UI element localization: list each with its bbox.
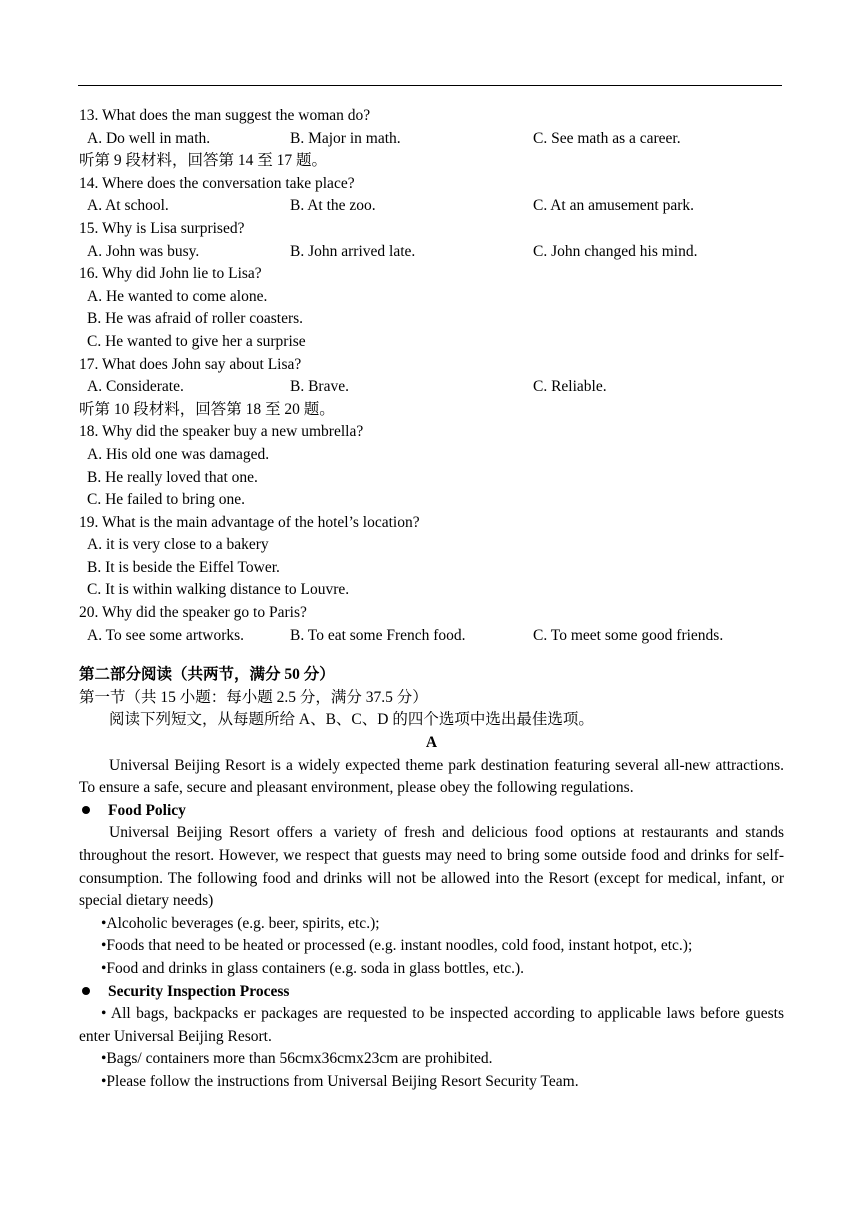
food-item: •Food and drinks in glass containers (e.g. soda in glass bottles, etc.).: [101, 959, 524, 977]
security-item: •Bags/ containers more than 56cmx36cmx23cm are prohibited.: [101, 1050, 493, 1068]
option-c: C. It is within walking distance to Louvre.: [87, 581, 350, 599]
option-c: C. At an amusement park.: [533, 197, 694, 215]
part-title: 第二部分阅读（共两节，满分 50 分）: [79, 666, 335, 684]
security-body: • All bags, backpacks er packages are requested to be inspected according to applicable laws before guests enter Universal Beijing Resort.: [79, 1005, 784, 1045]
question-20: 20. Why did the speaker go to Paris?: [79, 604, 307, 622]
food-policy-body: Universal Beijing Resort offers a variety of fresh and delicious food options at restaurants and stands throughout the resort. However, we respect that guests may need to bring some outside food and drinks for self-consumption. The following food and drinks will not be allowed into the Resort (except for medical, infant, or special dietary needs): [79, 824, 784, 910]
question-14: 14. Where does the conversation take place?: [79, 174, 355, 192]
section-instruction-10: 听第 10 段材料，回答第 18 至 20 题。: [79, 400, 335, 418]
option-a: A. To see some artworks.: [87, 626, 245, 644]
reading-instruction: 阅读下列短文，从每题所给 A、B、C、D 的四个选项中选出最佳选项。: [109, 711, 594, 729]
food-item: •Alcoholic beverages (e.g. beer, spirits, etc.);: [101, 914, 380, 932]
option-b: B. To eat some French food.: [290, 626, 466, 644]
options-20: [79, 625, 784, 648]
option-a: A. His old one was damaged.: [87, 445, 270, 463]
option-b: B. John arrived late.: [290, 242, 416, 260]
bullet-icon: [82, 987, 90, 995]
option-b: B. Major in math.: [290, 129, 401, 147]
option-a: A. Do well in math.: [87, 129, 211, 147]
security-title: Security Inspection Process: [108, 982, 290, 1000]
option-c: C. See math as a career.: [533, 129, 681, 147]
option-a: A. John was busy.: [87, 242, 200, 260]
option-b: B. He really loved that one.: [87, 468, 258, 486]
options-15: [79, 241, 784, 264]
question-17: 17. What does John say about Lisa?: [79, 355, 302, 373]
options-14: [79, 195, 784, 218]
option-a: A. it is very close to a bakery: [87, 536, 269, 554]
food-policy-heading: [79, 800, 784, 823]
option-b: B. Brave.: [290, 378, 349, 396]
option-c: C. He failed to bring one.: [87, 491, 245, 509]
option-c: C. Reliable.: [533, 378, 607, 396]
security-item: •Please follow the instructions from Universal Beijing Resort Security Team.: [101, 1072, 579, 1090]
section-title: 第一节（共 15 小题：每小题 2.5 分，满分 37.5 分）: [79, 688, 428, 706]
section-instruction-9: 听第 9 段材料，回答第 14 至 17 题。: [79, 152, 328, 170]
option-b: B. He was afraid of roller coasters.: [87, 310, 304, 328]
food-item: •Foods that need to be heated or processed (e.g. instant noodles, cold food, instant hotpot, etc.);: [101, 937, 693, 955]
option-a: A. Considerate.: [87, 378, 184, 396]
food-policy-title: Food Policy: [108, 801, 186, 819]
passage-intro: Universal Beijing Resort is a widely expected theme park destination featuring several all-new attractions. To ensure a safe, secure and pleasant environment, please obey the following regulations.: [79, 756, 784, 797]
security-heading: [79, 981, 784, 1004]
exam-page: [79, 105, 784, 1094]
option-c: C. To meet some good friends.: [533, 626, 724, 644]
question-19: 19. What is the main advantage of the hotel’s location?: [79, 513, 420, 531]
question-16: 16. Why did John lie to Lisa?: [79, 265, 262, 283]
option-b: B. At the zoo.: [290, 197, 376, 215]
bullet-icon: [82, 806, 90, 814]
question-18: 18. Why did the speaker buy a new umbrella?: [79, 423, 364, 441]
passage-label: A: [425, 734, 438, 752]
option-c: C. He wanted to give her a surprise: [87, 332, 306, 350]
question-13: 13. What does the man suggest the woman do?: [79, 107, 371, 124]
header-rule: [78, 85, 782, 86]
option-a: A. He wanted to come alone.: [87, 287, 268, 305]
question-15: 15. Why is Lisa surprised?: [79, 219, 245, 237]
option-a: A. At school.: [87, 197, 169, 215]
options-17: [79, 376, 784, 399]
options-13: [79, 128, 784, 151]
option-c: C. John changed his mind.: [533, 242, 698, 260]
option-b: B. It is beside the Eiffel Tower.: [87, 558, 280, 576]
